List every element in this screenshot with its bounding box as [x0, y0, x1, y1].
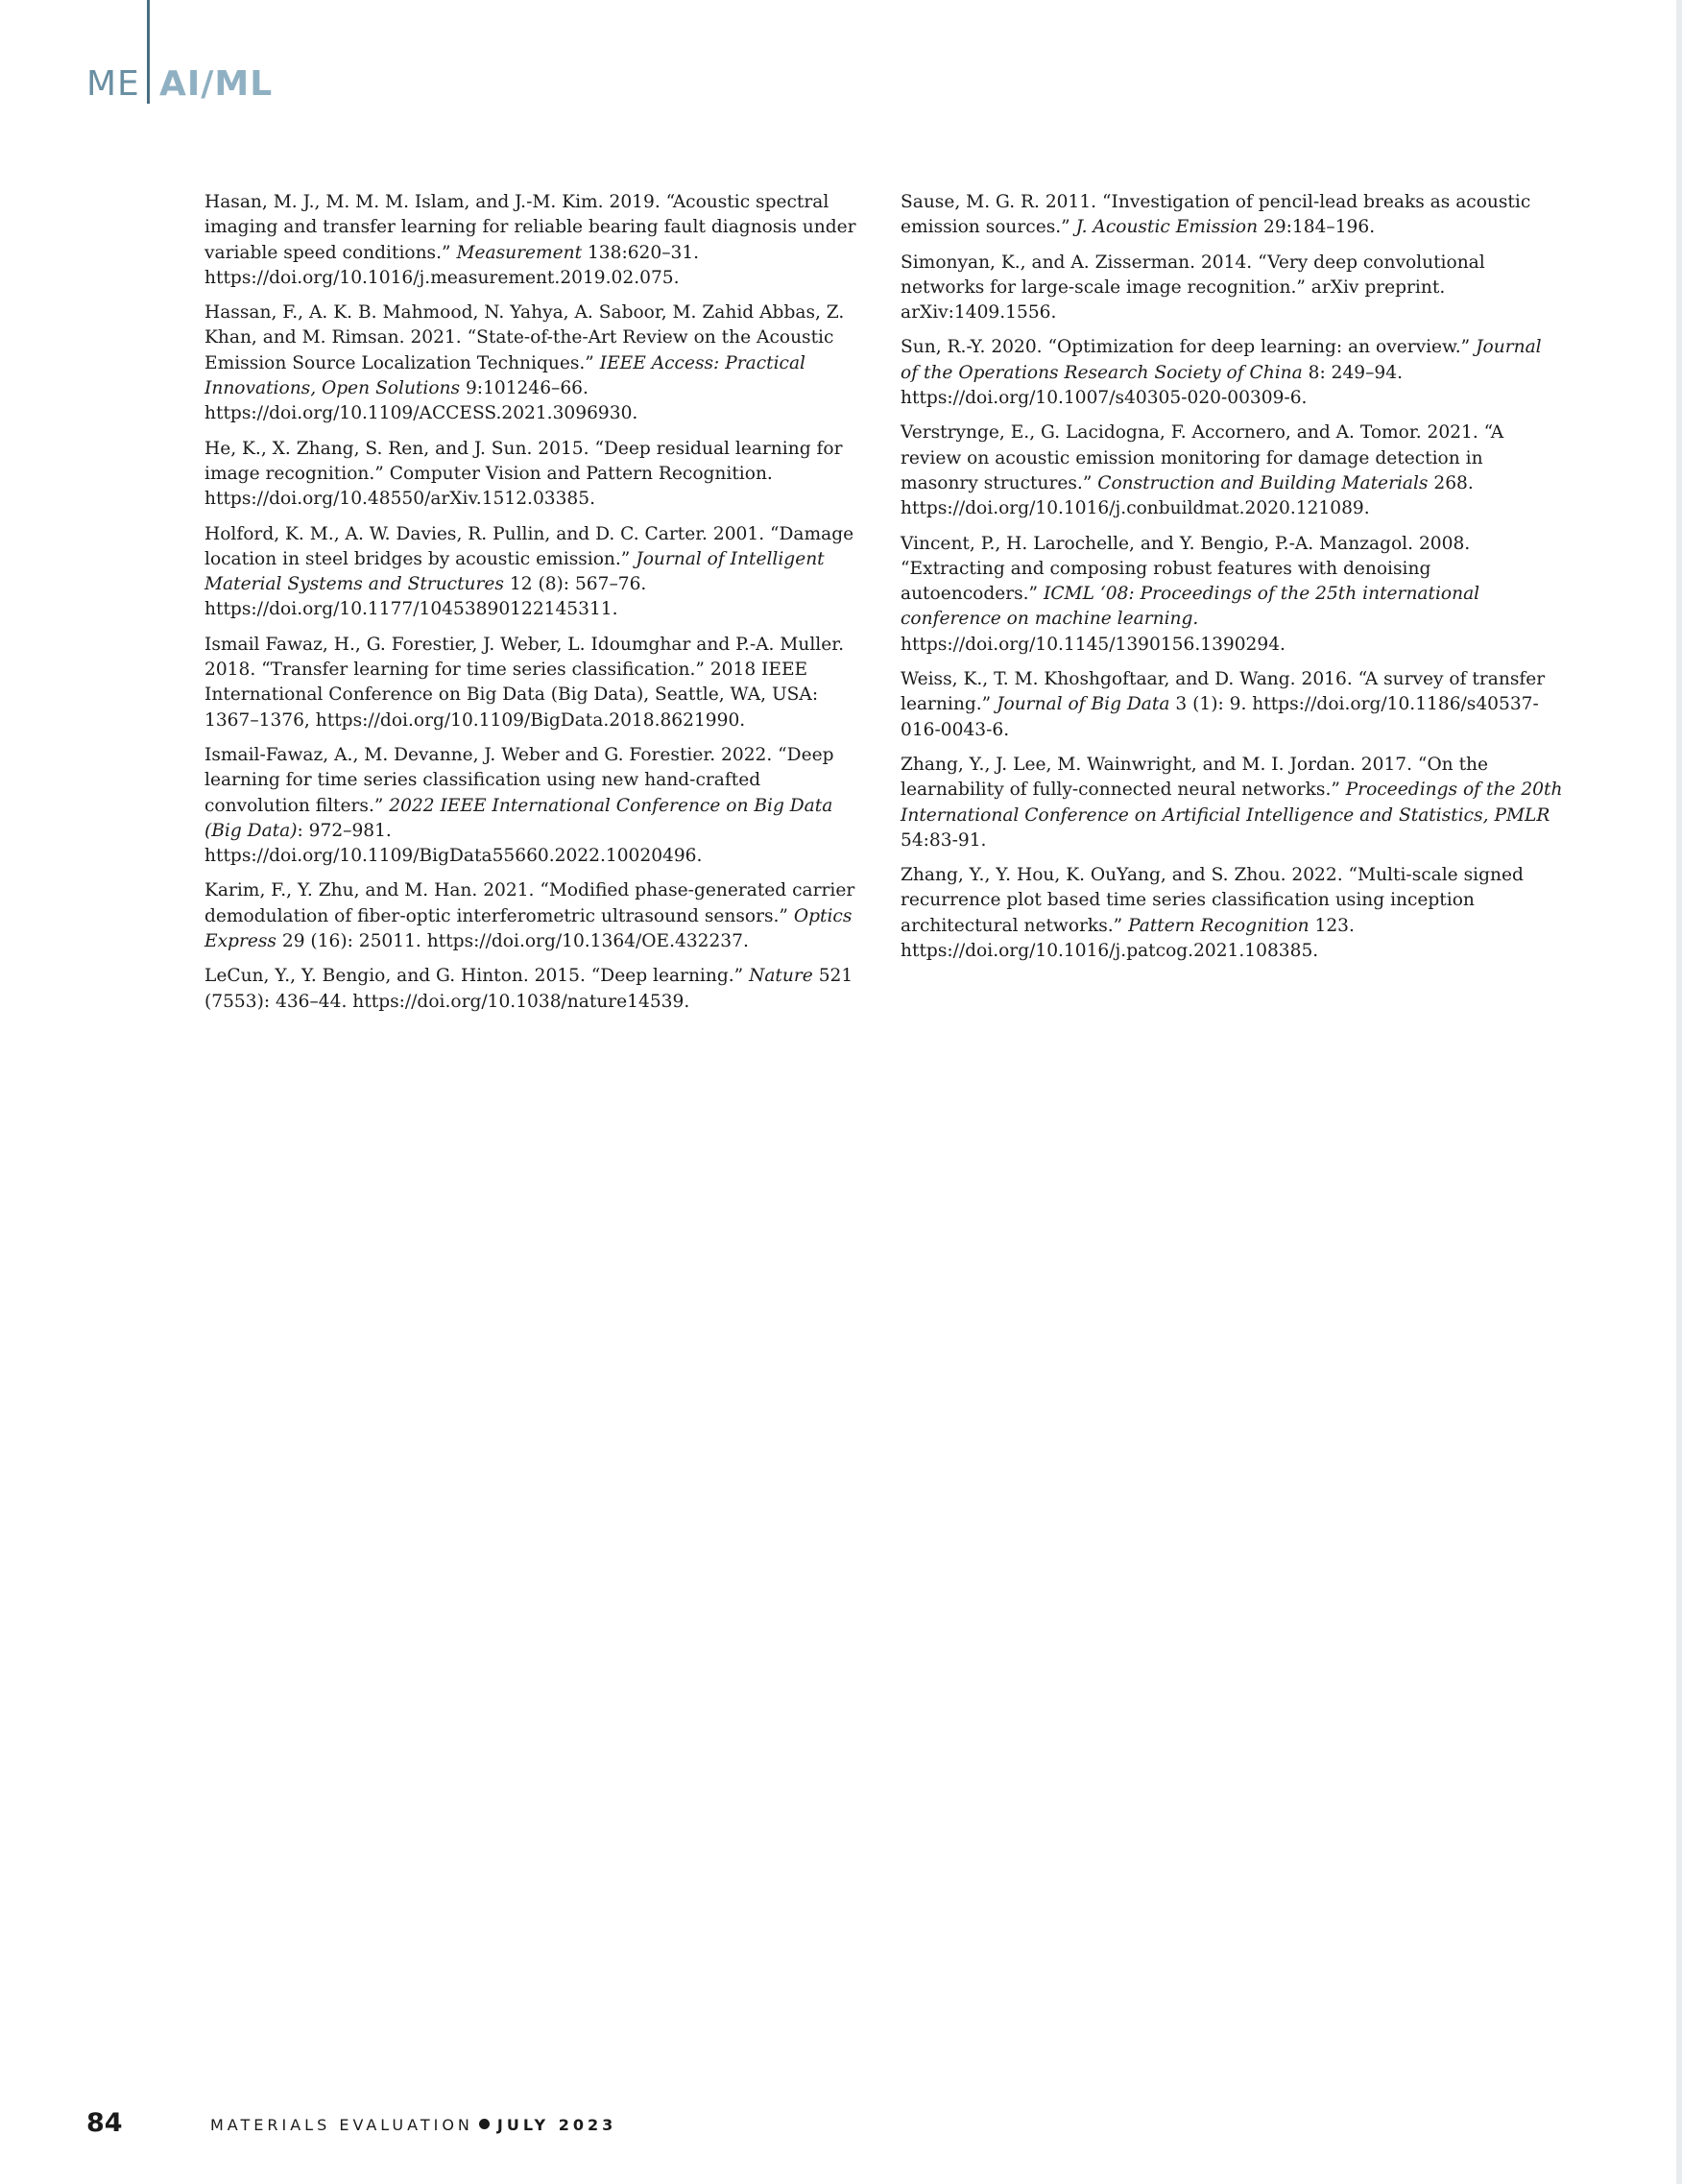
- bullet-separator: [479, 2119, 490, 2129]
- reference-item: Hasan, M. J., M. M. M. Islam, and J.-M. Kim. 2019. “Acoustic spectral imaging and transfer learning for reliable bearing fault diagnosis under variable speed conditions.” Measurement 138:620–31. https://doi.org/10.1016/j.measurement.2019.02.075.: [204, 192, 856, 288]
- reference-item: Zhang, Y., Y. Hou, K. OuYang, and S. Zhou. 2022. “Multi-scale signed recurrence plot based time series classification using inception architectural networks.” Pattern Recognition 123. https://doi.org/10.1016/j.patcog.2021.108385.: [901, 865, 1524, 962]
- publication-name: MATERIALS EVALUATION: [210, 2116, 473, 2134]
- reference-item: Sun, R.-Y. 2020. “Optimization for deep learning: an overview.” Journal of the Operations Research Society of China 8: 249–94. https://doi.org/10.1007/s40305-020-00309-6.: [901, 337, 1542, 409]
- reference-item: Vincent, P., H. Larochelle, and Y. Bengio, P.-A. Manzagol. 2008. “Extracting and composing robust features with denoising autoencoders.” ICML ‘08: Proceedings of the 25th international conference on machine learning. https://doi.org/10.1145/1390156.1390294.: [901, 533, 1480, 655]
- reference-item: Hassan, F., A. K. B. Mahmood, N. Yahya, A. Saboor, M. Zahid Abbas, Z. Khan, and M. Rimsan. 2021. “State-of-the-Art Review on the Acoustic Emission Source Localization Techniques.” IEEE Access: Practical Innovations, Open Solutions 9:101246–66. https://doi.org/10.1109/ACCESS.2021.3096930.: [204, 302, 845, 424]
- page-number: 84: [86, 2108, 123, 2138]
- reference-item: Weiss, K., T. M. Khoshgoftaar, and D. Wang. 2016. “A survey of transfer learning.” Journal of Big Data 3 (1): 9. https://doi.org/10.1186/s40537-016-0043-6.: [901, 669, 1546, 740]
- issue-date: JULY 2023: [496, 2116, 617, 2134]
- reference-item: Verstrynge, E., G. Lacidogna, F. Accornero, and A. Tomor. 2021. “A review on acoustic emission monitoring for damage detection in masonry structures.” Construction and Building Materials 268. https://doi.org/10.1016/j.conbuildmat.2020.121089.: [901, 422, 1504, 519]
- reference-item: Ismail-Fawaz, A., M. Devanne, J. Weber and G. Forestier. 2022. “Deep learning for time series classification using new hand-crafted convolution filters.” 2022 IEEE International Conference on Big Data (Big Data): 972–981. https://doi.org/10.1109/BigData55660.2022.10020496.: [204, 744, 834, 867]
- topic-label: AI/ML: [159, 64, 274, 104]
- reference-item: He, K., X. Zhang, S. Ren, and J. Sun. 2015. “Deep residual learning for image recognition.” Computer Vision and Pattern Recognition. https://doi.org/10.48550/arXiv.1512.03385.: [204, 438, 843, 510]
- reference-item: Zhang, Y., J. Lee, M. Wainwright, and M. I. Jordan. 2017. “On the learnability of fully-connected neural networks.” Proceedings of the 20th International Conference on Artificial Intelligence and Statistics, PMLR 54:83-91.: [901, 754, 1563, 851]
- header-divider: [147, 0, 150, 104]
- reference-item: Ismail Fawaz, H., G. Forestier, J. Weber, L. Idoumghar and P.-A. Muller. 2018. “Transfer learning for time series classification.” 2018 IEEE International Conference on Big Data (Big Data), Seattle, WA, USA: 1367–1376, https://doi.org/10.1109/BigData.2018.8621990.: [204, 634, 845, 731]
- reference-item: Simonyan, K., and A. Zisserman. 2014. “Very deep convolutional networks for large-scale image recognition.” arXiv preprint. arXiv:1409.1556.: [901, 252, 1485, 324]
- page-edge-shading: [1676, 0, 1682, 2184]
- running-footer: [210, 2116, 616, 2134]
- references-column-left: [204, 190, 867, 1024]
- reference-item: Karim, F., Y. Zhu, and M. Han. 2021. “Modified phase-generated carrier demodulation of fiber-optic interferometric ultrasound sensors.” Optics Express 29 (16): 25011. https://doi.org/10.1364/OE.432237.: [204, 880, 855, 952]
- reference-item: LeCun, Y., Y. Bengio, and G. Hinton. 2015. “Deep learning.” Nature 521 (7553): 436–44. https://doi.org/10.1038/nature14539.: [204, 966, 853, 1012]
- references-column-right: [901, 190, 1563, 973]
- reference-item: Sause, M. G. R. 2011. “Investigation of pencil-lead breaks as acoustic emission sources.” J. Acoustic Emission 29:184–196.: [901, 192, 1531, 238]
- reference-item: Holford, K. M., A. W. Davies, R. Pullin, and D. C. Carter. 2001. “Damage location in steel bridges by acoustic emission.” Journal of Intelligent Material Systems and Structures 12 (8): 567–76. https://doi.org/10.1177/10453890122145311.: [204, 523, 854, 620]
- section-label: ME: [86, 64, 140, 104]
